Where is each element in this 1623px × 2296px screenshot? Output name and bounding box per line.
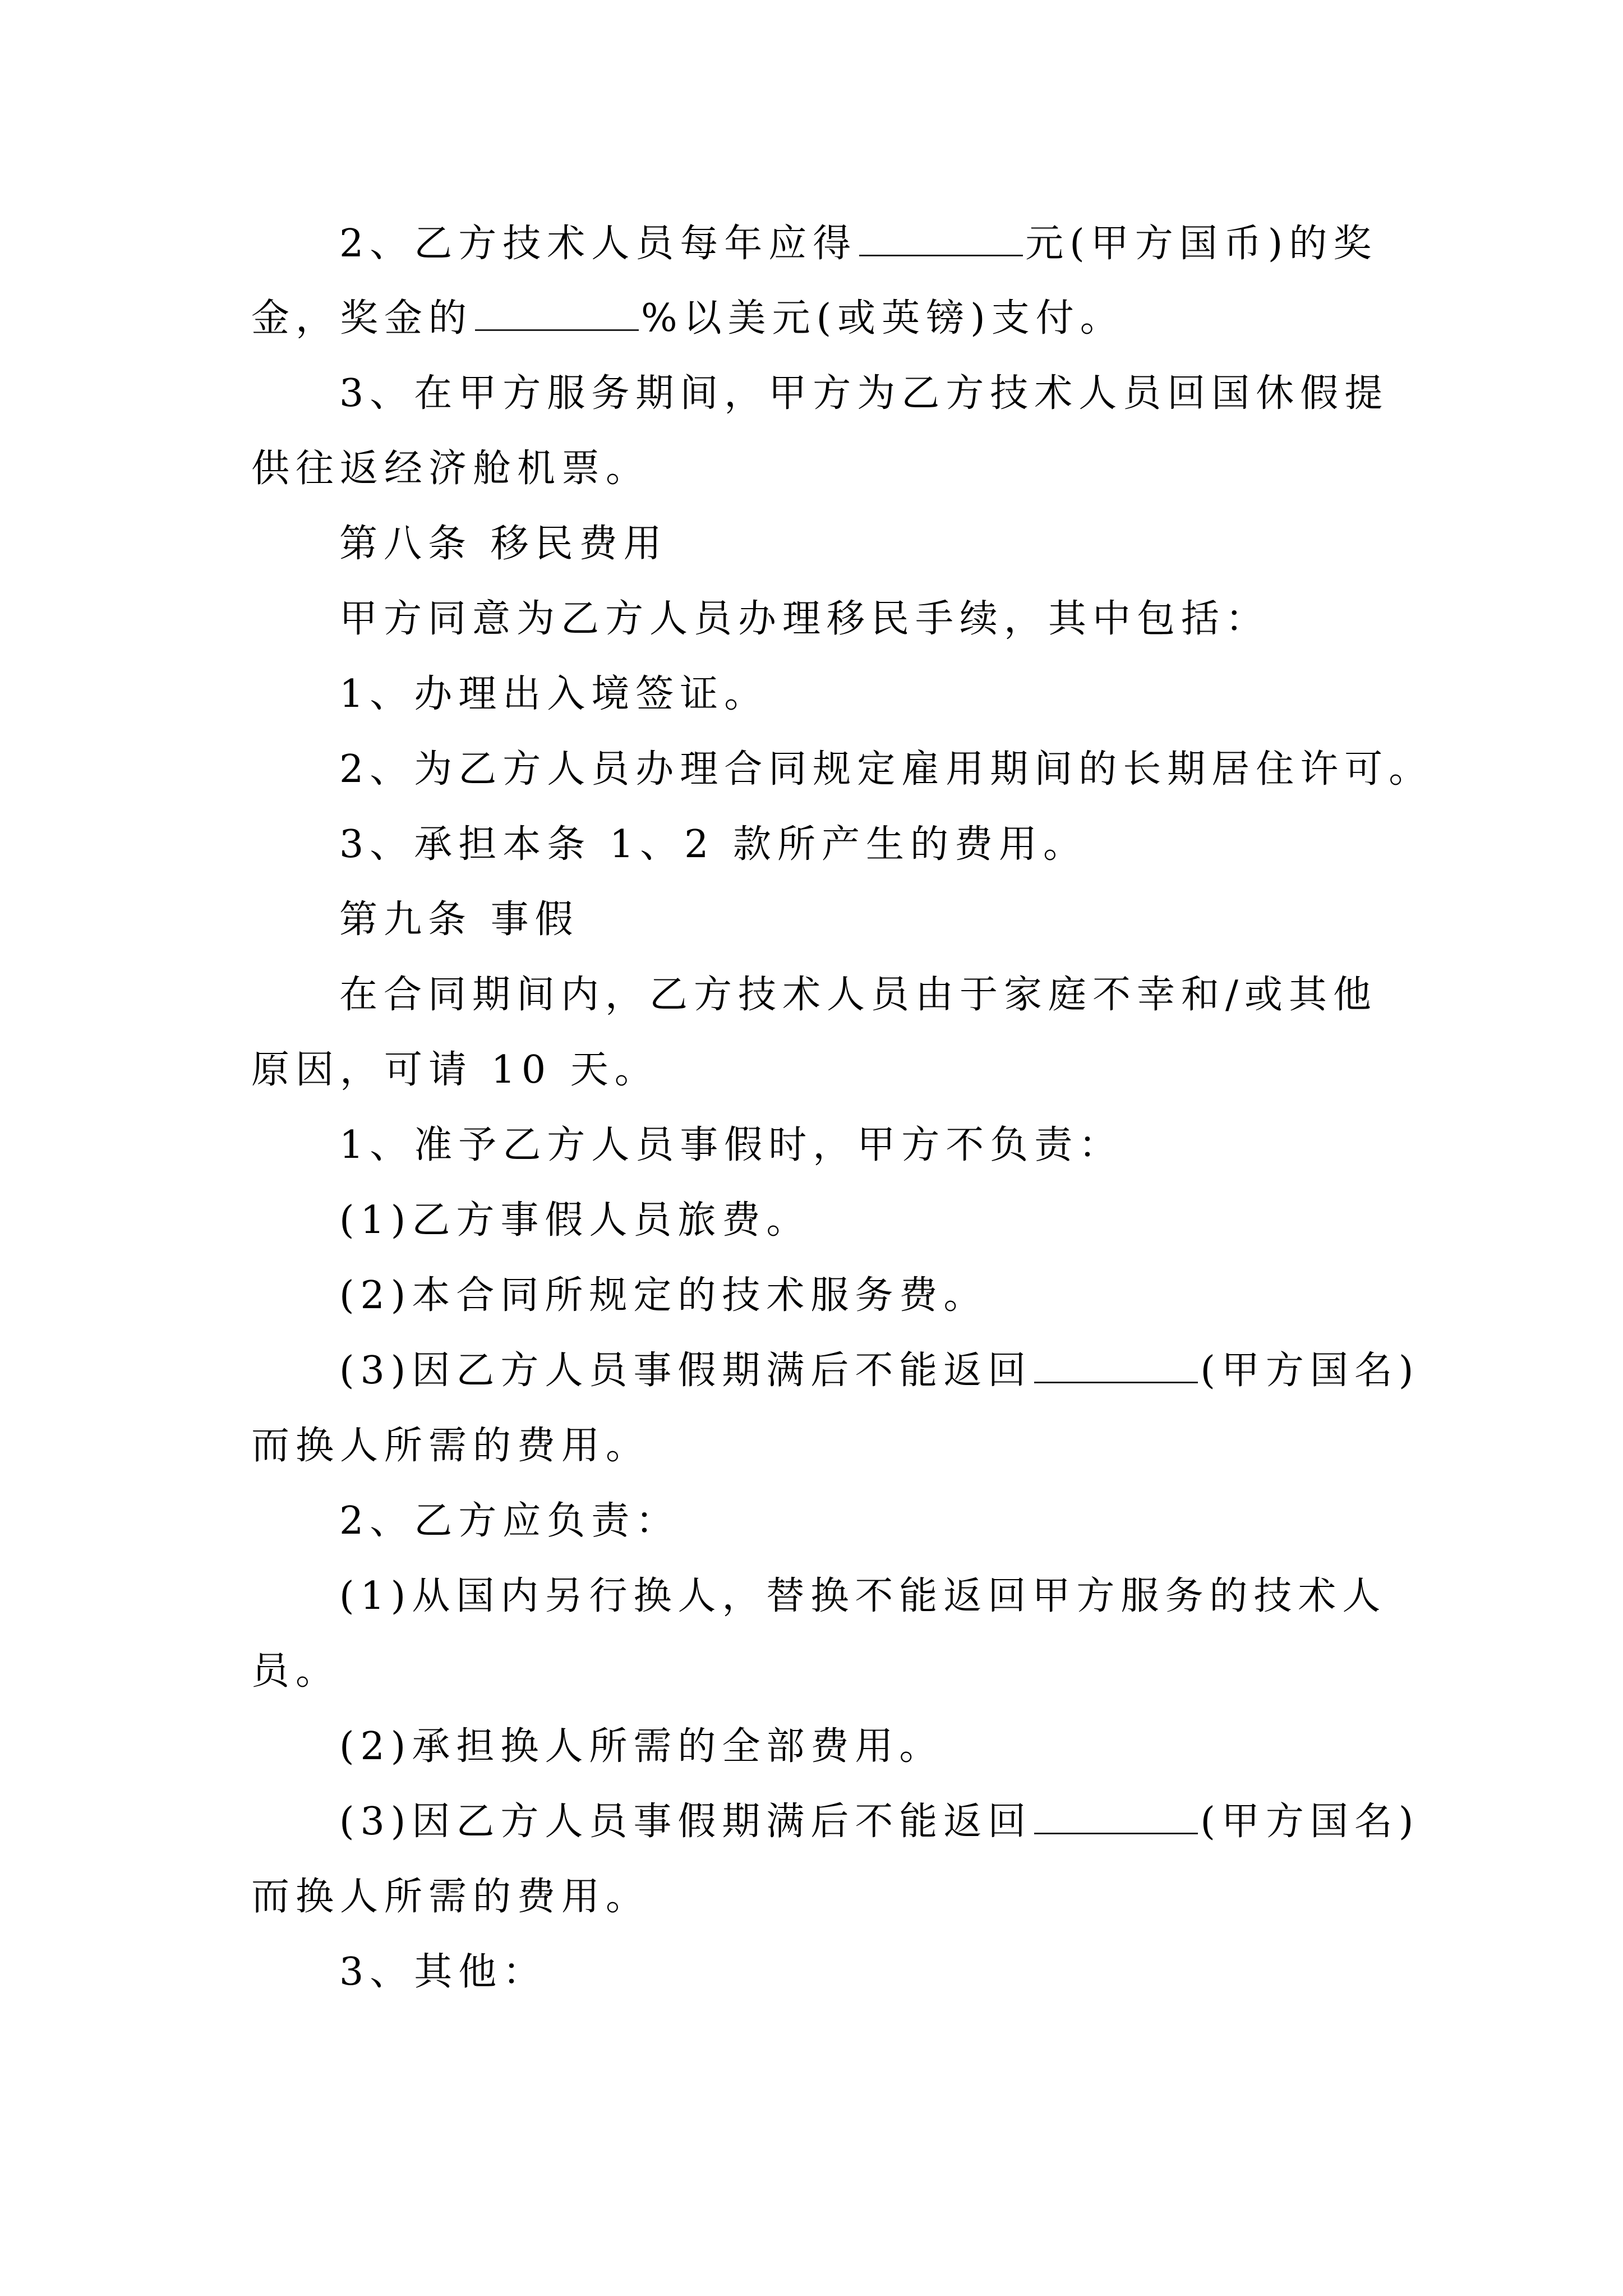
line-text: 金，奖金的 [251, 296, 473, 341]
line-text: (甲方国名) [1200, 1800, 1420, 1844]
paragraph-line: (1)从国内另行换人，替换不能返回甲方服务的技术人 [339, 1574, 1387, 1618]
paragraph-line [339, 216, 1377, 272]
paragraph-line: (1)乙方事假人员旅费。 [339, 1198, 811, 1243]
line-text: (3)因乙方人员事假期满后不能返回 [339, 1349, 1032, 1393]
paragraph-line: 供往返经济舱机票。 [251, 447, 651, 491]
line-text: 元(甲方国币)的奖 [1025, 222, 1378, 266]
paragraph-line: 3、在甲方服务期间，甲方为乙方技术人员回国休假提 [339, 371, 1389, 416]
paragraph-line: 员。 [251, 1649, 340, 1694]
section-heading: 第九条 事假 [339, 898, 579, 942]
paragraph-line: 1、准予乙方人员事假时，甲方不负责： [339, 1123, 1123, 1167]
paragraph-line: 甲方同意为乙方人员办理移民手续，其中包括： [339, 597, 1270, 641]
section-heading: 第八条 移民费用 [339, 522, 668, 566]
line-text: (甲方国名) [1200, 1349, 1420, 1393]
fill-in-blank [1034, 1346, 1198, 1383]
paragraph-line: 原因，可请 10 天。 [251, 1048, 659, 1092]
paragraph-line: 而换人所需的费用。 [251, 1875, 651, 1919]
paragraph-line: 而换人所需的费用。 [251, 1424, 651, 1468]
paragraph-line: 3、其他： [339, 1950, 547, 1994]
paragraph-line: 在合同期间内，乙方技术人员由于家庭不幸和/或其他 [339, 973, 1377, 1017]
fill-in-blank [859, 219, 1023, 256]
paragraph-line: 2、为乙方人员办理合同规定雇用期间的长期居住许可。 [339, 747, 1433, 792]
paragraph-line [251, 291, 1124, 347]
paragraph-line: 2、乙方应负责： [339, 1499, 680, 1543]
paragraph-line: 1、办理出入境签证。 [339, 672, 769, 716]
paragraph-line: (2)承担换人所需的全部费用。 [339, 1724, 944, 1769]
line-text: (3)因乙方人员事假期满后不能返回 [339, 1800, 1032, 1844]
line-text: 2、乙方技术人员每年应得 [339, 222, 857, 266]
fill-in-blank [475, 293, 639, 331]
paragraph-line [339, 1794, 1419, 1850]
fill-in-blank [1034, 1797, 1198, 1834]
paragraph-line: (2)本合同所规定的技术服务费。 [339, 1273, 988, 1318]
paragraph-line: 3、承担本条 1、2 款所产生的费用。 [339, 822, 1088, 867]
line-text: %以美元(或英镑)支付。 [641, 296, 1124, 341]
paragraph-line [339, 1343, 1419, 1399]
